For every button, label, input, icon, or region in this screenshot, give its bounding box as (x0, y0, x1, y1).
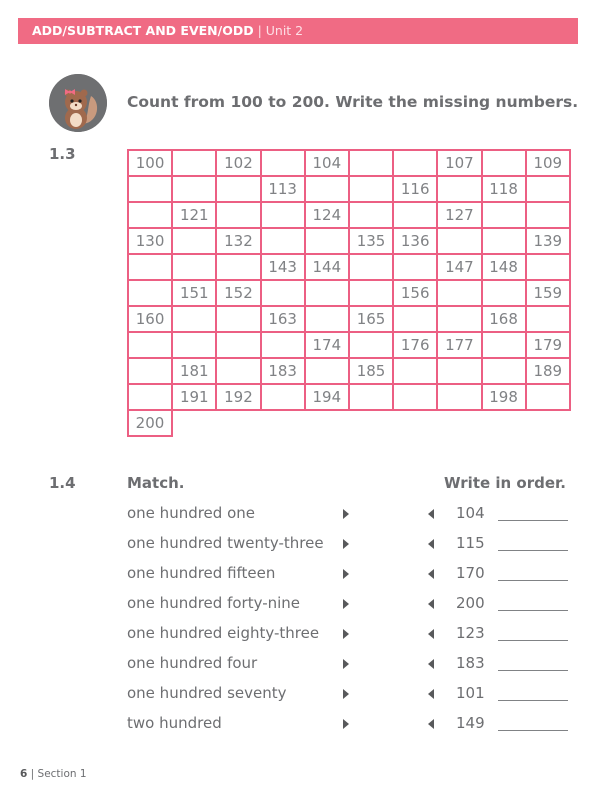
match-word: one hundred eighty-three (127, 624, 320, 642)
grid-cell-blank[interactable] (217, 203, 261, 229)
grid-cell-given: 192 (217, 385, 261, 411)
match-number: 104 (456, 504, 485, 522)
order-answer-line[interactable] (498, 670, 568, 671)
match-point-right-icon[interactable] (343, 719, 349, 729)
grid-cell-blank[interactable] (306, 307, 350, 333)
order-answer-line[interactable] (498, 580, 568, 581)
order-answer-line[interactable] (498, 700, 568, 701)
grid-cell-given: 179 (527, 333, 571, 359)
unit-topic: ADD/SUBTRACT AND EVEN/ODD (32, 23, 254, 38)
match-number: 123 (456, 624, 485, 642)
instruction-text: Count from 100 to 200. Write the missing numbers. (127, 93, 579, 111)
grid-cell-given: 194 (306, 385, 350, 411)
grid-cell-blank[interactable] (527, 385, 571, 411)
match-point-right-icon[interactable] (343, 509, 349, 519)
order-answer-line[interactable] (498, 730, 568, 731)
page-number: 6 (20, 768, 28, 780)
grid-cell-given: 124 (306, 203, 350, 229)
grid-cell-blank[interactable] (483, 359, 527, 385)
order-title: Write in order. (444, 474, 566, 492)
grid-cell-blank[interactable] (262, 203, 306, 229)
match-number: 170 (456, 564, 485, 582)
grid-cell-given: 143 (262, 255, 306, 281)
grid-cell-given: 144 (306, 255, 350, 281)
grid-cell-given: 156 (394, 281, 438, 307)
match-number: 200 (456, 594, 485, 612)
grid-cell-blank[interactable] (394, 385, 438, 411)
grid-cell-200: 200 (127, 409, 173, 437)
match-point-left-icon[interactable] (428, 569, 434, 579)
match-point-left-icon[interactable] (428, 629, 434, 639)
grid-cell-blank[interactable] (173, 177, 217, 203)
grid-cell-given: 174 (306, 333, 350, 359)
grid-cell-blank[interactable] (262, 281, 306, 307)
match-point-right-icon[interactable] (343, 599, 349, 609)
grid-cell-given: 159 (527, 281, 571, 307)
grid-cell-blank[interactable] (217, 359, 261, 385)
grid-cell-blank[interactable] (217, 255, 261, 281)
grid-cell-blank[interactable] (527, 255, 571, 281)
grid-cell-blank[interactable] (129, 333, 173, 359)
grid-cell-given: 107 (438, 151, 482, 177)
match-number: 115 (456, 534, 485, 552)
grid-cell-blank[interactable] (217, 177, 261, 203)
grid-cell-blank[interactable] (350, 333, 394, 359)
match-word: one hundred twenty-three (127, 534, 324, 552)
match-point-left-icon[interactable] (428, 599, 434, 609)
match-word: one hundred forty-nine (127, 594, 301, 612)
grid-cell-blank[interactable] (438, 385, 482, 411)
grid-cell-blank[interactable] (394, 359, 438, 385)
number-grid (127, 149, 571, 411)
grid-cell-given: 135 (350, 229, 394, 255)
grid-cell-blank[interactable] (129, 177, 173, 203)
grid-cell-blank[interactable] (262, 385, 306, 411)
grid-cell-blank[interactable] (262, 229, 306, 255)
grid-cell-given: 152 (217, 281, 261, 307)
grid-cell-blank[interactable] (262, 151, 306, 177)
grid-cell-blank[interactable] (394, 203, 438, 229)
grid-cell-blank[interactable] (173, 151, 217, 177)
grid-cell-blank[interactable] (306, 177, 350, 203)
grid-cell-blank[interactable] (394, 255, 438, 281)
grid-cell-given: 181 (173, 359, 217, 385)
grid-cell-given: 148 (483, 255, 527, 281)
grid-cell-given: 130 (129, 229, 173, 255)
grid-cell-blank[interactable] (217, 333, 261, 359)
grid-cell-given: 100 (129, 151, 173, 177)
grid-cell-blank[interactable] (129, 281, 173, 307)
match-point-right-icon[interactable] (343, 629, 349, 639)
grid-cell-blank[interactable] (527, 177, 571, 203)
grid-cell-given: 132 (217, 229, 261, 255)
exercise-number-1-3: 1.3 (49, 145, 76, 163)
grid-cell-blank[interactable] (350, 281, 394, 307)
grid-cell-blank[interactable] (129, 359, 173, 385)
match-number: 183 (456, 654, 485, 672)
grid-cell-blank[interactable] (306, 359, 350, 385)
match-point-left-icon[interactable] (428, 509, 434, 519)
grid-cell-blank[interactable] (483, 281, 527, 307)
grid-cell-given: 185 (350, 359, 394, 385)
order-answer-line[interactable] (498, 520, 568, 521)
grid-cell-blank[interactable] (306, 281, 350, 307)
grid-cell-given: 168 (483, 307, 527, 333)
match-point-right-icon[interactable] (343, 569, 349, 579)
grid-cell-blank[interactable] (129, 255, 173, 281)
grid-cell-given: 109 (527, 151, 571, 177)
grid-cell-given: 189 (527, 359, 571, 385)
grid-cell-given: 160 (129, 307, 173, 333)
grid-cell-blank[interactable] (350, 177, 394, 203)
grid-cell-blank[interactable] (438, 229, 482, 255)
grid-cell-given: 163 (262, 307, 306, 333)
grid-cell-blank[interactable] (129, 385, 173, 411)
grid-cell-given: 104 (306, 151, 350, 177)
grid-cell-given: 136 (394, 229, 438, 255)
header-bar (18, 18, 578, 44)
grid-cell-blank[interactable] (350, 385, 394, 411)
grid-cell-blank[interactable] (173, 255, 217, 281)
grid-cell-blank[interactable] (527, 307, 571, 333)
grid-cell-given: 139 (527, 229, 571, 255)
match-point-left-icon[interactable] (428, 539, 434, 549)
grid-cell-blank[interactable] (306, 229, 350, 255)
order-answer-line[interactable] (498, 640, 568, 641)
grid-cell-given: 176 (394, 333, 438, 359)
footer (20, 768, 87, 780)
squirrel-mascot-icon (49, 74, 107, 132)
match-number: 149 (456, 714, 485, 732)
grid-cell-given: 118 (483, 177, 527, 203)
grid-cell-blank[interactable] (350, 151, 394, 177)
grid-cell-given: 113 (262, 177, 306, 203)
match-word: one hundred one (127, 504, 255, 522)
match-point-right-icon[interactable] (343, 659, 349, 669)
grid-cell-blank[interactable] (173, 307, 217, 333)
grid-cell-given: 147 (438, 255, 482, 281)
grid-cell-given: 198 (483, 385, 527, 411)
grid-cell-blank[interactable] (262, 333, 306, 359)
grid-cell-blank[interactable] (394, 307, 438, 333)
order-answer-line[interactable] (498, 550, 568, 551)
section-label: | Section 1 (30, 768, 87, 780)
grid-cell-blank[interactable] (483, 333, 527, 359)
grid-cell-blank[interactable] (173, 229, 217, 255)
grid-cell-given: 191 (173, 385, 217, 411)
grid-cell-blank[interactable] (438, 307, 482, 333)
match-point-right-icon[interactable] (343, 539, 349, 549)
grid-cell-given: 183 (262, 359, 306, 385)
match-title: Match. (127, 474, 185, 492)
grid-cell-blank[interactable] (394, 151, 438, 177)
match-point-left-icon[interactable] (428, 689, 434, 699)
match-word: two hundred (127, 714, 222, 732)
match-point-left-icon[interactable] (428, 659, 434, 669)
grid-cell-given: 127 (438, 203, 482, 229)
exercise-number-1-4: 1.4 (49, 474, 76, 492)
match-point-left-icon[interactable] (428, 719, 434, 729)
grid-cell-blank[interactable] (483, 229, 527, 255)
grid-cell-blank[interactable] (438, 177, 482, 203)
grid-cell-blank[interactable] (438, 281, 482, 307)
grid-cell-blank[interactable] (217, 307, 261, 333)
grid-cell-given: 116 (394, 177, 438, 203)
match-point-right-icon[interactable] (343, 689, 349, 699)
unit-label: Unit 2 (265, 23, 304, 38)
grid-cell-given: 102 (217, 151, 261, 177)
grid-cell-blank[interactable] (483, 151, 527, 177)
header-title (32, 23, 303, 38)
grid-cell-blank[interactable] (173, 333, 217, 359)
grid-cell-blank[interactable] (527, 203, 571, 229)
match-word: one hundred fifteen (127, 564, 276, 582)
header-separator: | (257, 23, 262, 38)
match-word: one hundred seventy (127, 684, 287, 702)
match-word: one hundred four (127, 654, 258, 672)
match-number: 101 (456, 684, 485, 702)
grid-cell-blank[interactable] (350, 255, 394, 281)
grid-cell-blank[interactable] (350, 203, 394, 229)
grid-cell-blank[interactable] (483, 203, 527, 229)
grid-cell-given: 165 (350, 307, 394, 333)
grid-cell-blank[interactable] (129, 203, 173, 229)
grid-cell-given: 151 (173, 281, 217, 307)
grid-cell-blank[interactable] (438, 359, 482, 385)
grid-cell-given: 121 (173, 203, 217, 229)
grid-cell-given: 177 (438, 333, 482, 359)
order-answer-line[interactable] (498, 610, 568, 611)
